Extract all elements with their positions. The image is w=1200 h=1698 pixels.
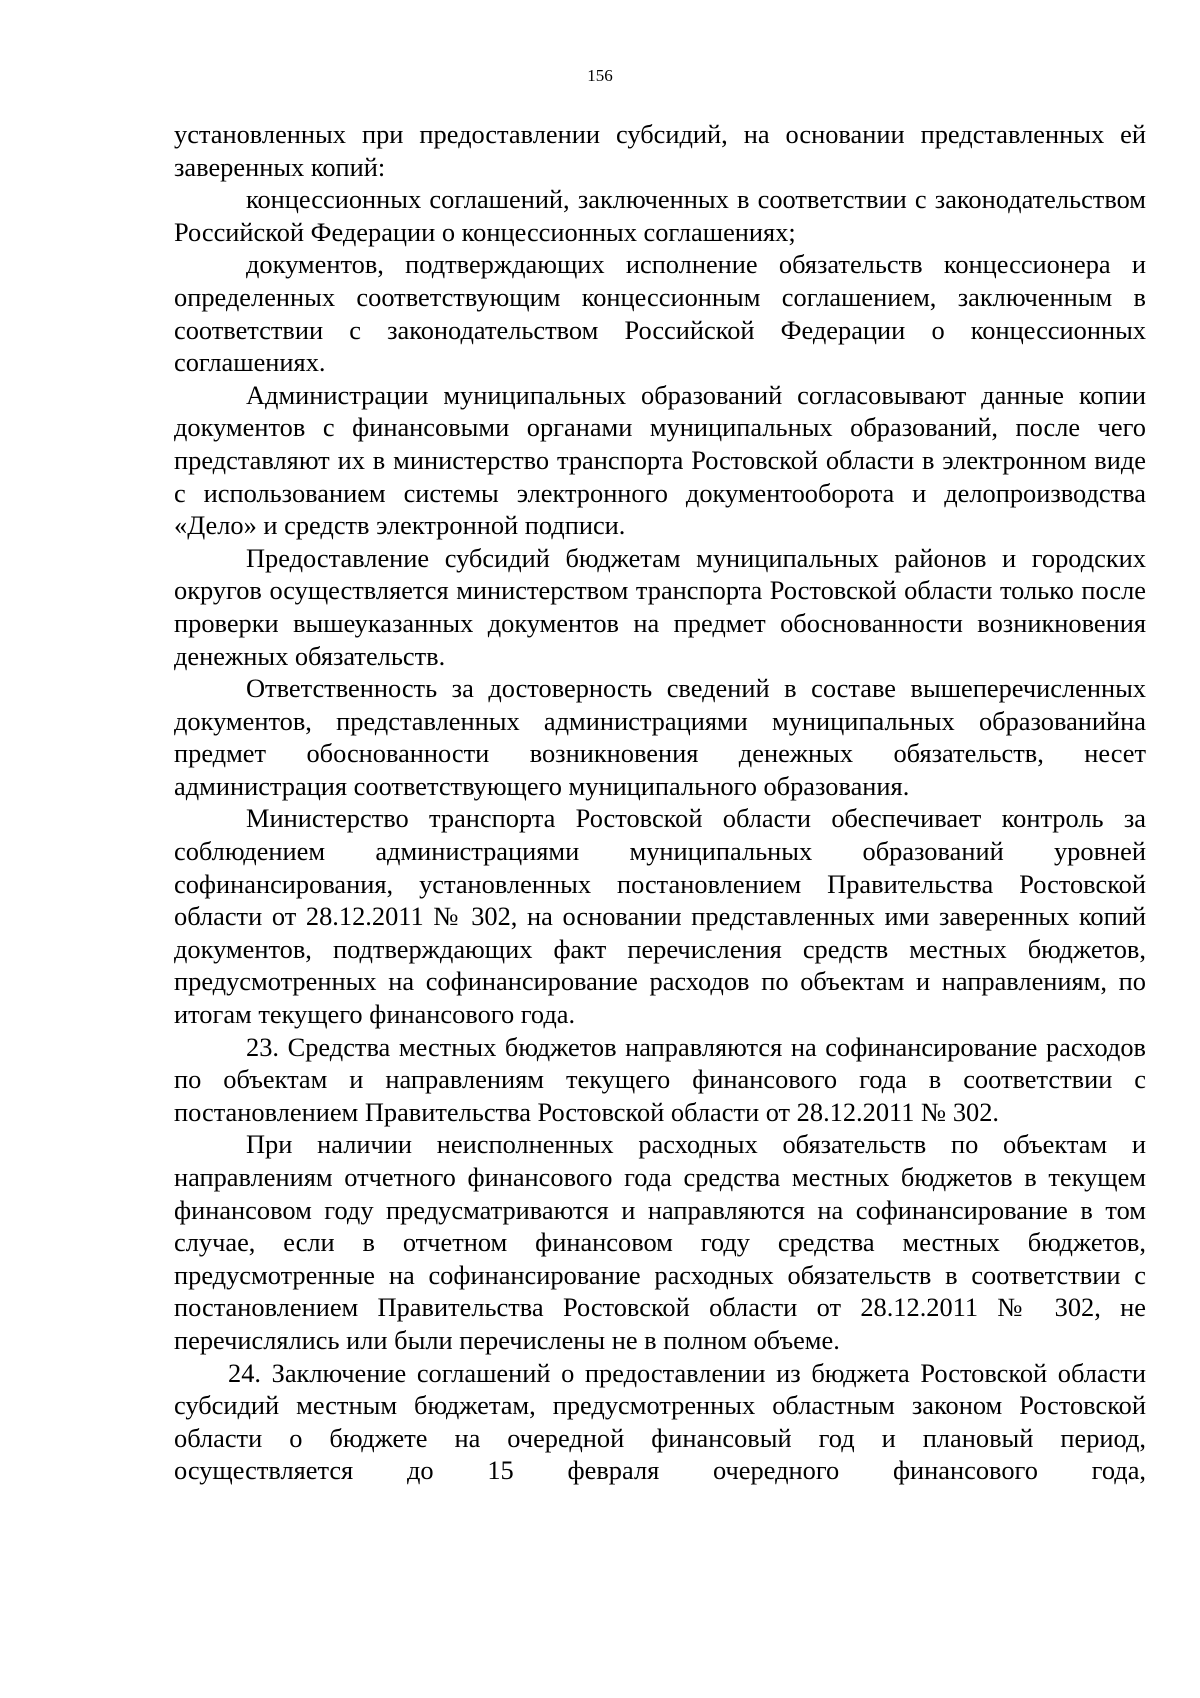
paragraph-10: 24. Заключение соглашений о предоставлении из бюджета Ростовской области субсидий местным бюджетам, предусмотренных областным законом Ростовской области о бюджете на очередной финансовый год и плановый период, осуществляется до 15 февраля очередного финансового года, [174,1357,1146,1486]
paragraph-3: документов, подтверждающих исполнение обязательств концессионера и определенных соответствующим концессионным соглашением, заключенным в соответствии с законодательством Российской Федерации о концессионных соглашениях. [174,249,1146,378]
paragraph-6: Ответственность за достоверность сведений в составе вышеперечисленных документов, представленных администрациями муниципальных образованийна предмет обоснованности возникновения денежных обязательств, несет администрация соответствующего муниципального образования. [174,673,1146,801]
paragraph-9: При наличии неисполненных расходных обязательств по объектам и направлениям отчетного финансового года средства местных бюджетов в текущем финансовом году предусматриваются и направляются на софинансирование в том случае, если в отчетном финансовом году средства местных бюджетов, предусмотренные на софинансирование расходных обязательств в соответствии с постановлением Правительства Ростовской области от 28.12.2011 № 302, не перечислялись или были перечислены не в полном объеме. [174,1129,1146,1355]
paragraph-4: Администрации муниципальных образований согласовывают данные копии документов с финансовыми органами муниципальных образований, после чего представляют их в министерство транспорта Ростовской области в электронном виде с использованием системы электронного документооборота и делопроизводства «Дело» и средств электронной подписи. [174,379,1146,541]
page-number: 156 [587,66,613,85]
document-body [174,118,1146,1487]
paragraph-1: установленных при предоставлении субсидий, на основании представленных ей заверенных копий: [174,119,1146,182]
paragraph-2: концессионных соглашений, заключенных в соответствии с законодательством Российской Федерации о концессионных соглашениях; [174,184,1146,247]
paragraph-8: 23. Средства местных бюджетов направляются на софинансирование расходов по объектам и направлениям текущего финансового года в соответствии с постановлением Правительства Ростовской области от 28.12.2011 № 302. [174,1031,1146,1127]
paragraph-7: Министерство транспорта Ростовской области обеспечивает контроль за соблюдением администрациями муниципальных образований уровней софинансирования, установленных постановлением Правительства Ростовской области от 28.12.2011 № 302, на основании представленных ими заверенных копий документов, подтверждающих факт перечисления средств местных бюджетов, предусмотренных на софинансирование расходов по объектам и направлениям, по итогам текущего финансового года. [174,803,1146,1030]
paragraph-5: Предоставление субсидий бюджетам муниципальных районов и городских округов осуществляется министерством транспорта Ростовской области только после проверки вышеуказанных документов на предмет обоснованности возникновения денежных обязательств. [174,542,1146,671]
